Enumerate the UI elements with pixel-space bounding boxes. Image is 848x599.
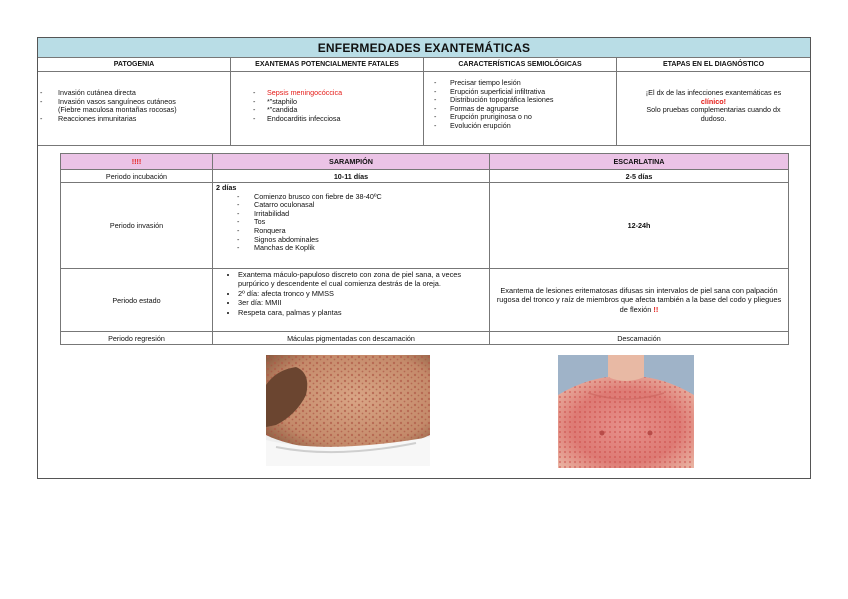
summary-body-row — [38, 72, 810, 146]
list-item: - Invasión vasos sanguíneos cutáneos — [40, 96, 176, 106]
list-item: - Sepsis meningocóccica — [253, 88, 343, 97]
incubacion-sarampion: 10-11 días — [213, 170, 490, 183]
list-item: - Comienzo brusco con fiebre de 38-40ºC — [237, 191, 382, 201]
list-item: - Endocarditis infecciosa — [253, 113, 341, 123]
invasion-escarlatina: 12-24h — [490, 183, 789, 269]
escarlatina-chest-photo — [558, 355, 694, 468]
diagnostico-clinico: clínico! — [700, 96, 727, 106]
fatales-list — [253, 88, 423, 123]
diagnostico-line-3: dudoso. — [700, 113, 727, 123]
row-label-estado: Periodo estado — [61, 269, 213, 332]
list-item: • Respeta cara, palmas y plantas — [238, 308, 486, 317]
table-row — [61, 269, 789, 332]
table-row — [61, 183, 789, 269]
list-item: - Catarro oculonasal — [237, 200, 315, 210]
table-header-sarampion: SARAMPIÓN — [213, 154, 490, 170]
header-caracteristicas: CARACTERÍSTICAS SEMIOLÓGICAS — [424, 58, 617, 71]
list-item: - Reacciones inmunitarias — [40, 113, 137, 123]
list-item: - Precisar tiempo lesión — [434, 78, 521, 87]
sarampion-back-photo — [266, 355, 430, 466]
page-title: ENFERMEDADES EXANTEMÁTICAS — [38, 38, 810, 58]
comparison-table — [60, 153, 789, 345]
list-item: - Tos — [237, 217, 266, 227]
list-item: • 3er día: MMII — [238, 298, 486, 307]
diagnostico-cell — [617, 72, 810, 145]
list-item: - Manchas de Koplik — [237, 243, 315, 253]
semiologicas-list — [434, 78, 616, 131]
list-item: - Erupción pruriginosa o no — [434, 112, 532, 122]
list-item: - Evolución erupción — [434, 120, 511, 130]
list-item: - Irritabilidad — [237, 208, 290, 218]
regresion-escarlatina: Descamación — [490, 332, 789, 345]
list-item: - Ronquera — [237, 225, 286, 235]
list-item: - Invasión cutánea directa — [40, 88, 136, 97]
header-exantemas-fatales: EXANTEMAS POTENCIALMENTE FATALES — [231, 58, 424, 71]
estado-escarlatina-text: Exantema de lesiones eritematosas difusas sin intervalos de piel sana con palpación rugosa del tronco y raíz de miembros que afecta también a la base del codo y pliegues de flexión — [496, 285, 782, 314]
invasion-duration: 2 días — [216, 183, 237, 192]
row-label-invasion: Periodo invasión — [61, 183, 213, 269]
list-item: - Erupción superficial infiltrativa — [434, 86, 546, 96]
list-item: - *”staphilo — [253, 96, 297, 106]
header-patogenia: PATOGENIA — [38, 58, 231, 71]
estado-list — [216, 270, 486, 317]
estado-escarlatina-mark: !! — [653, 304, 659, 314]
list-item: • Exantema máculo-papuloso discreto con zona de piel sana, a veces purpúrico y descendente el cual comienza destrás de la oreja. — [238, 270, 486, 289]
list-item: - Signos abdominales — [237, 234, 319, 244]
row-label-regresion: Periodo regresión — [61, 332, 213, 345]
list-item: - Distribución topográfica lesiones — [434, 95, 554, 105]
table-header-escarlatina: ESCARLATINA — [490, 154, 789, 170]
diagnostico-line-1: ¡El dx de las infecciones exantemáticas es — [645, 88, 782, 97]
patogenia-list — [40, 88, 230, 123]
list-item: - *”candida — [253, 105, 298, 115]
summary-header-row — [38, 58, 810, 72]
list-item: - Formas de agruparse — [434, 103, 519, 113]
patogenia-cell — [38, 72, 231, 145]
header-etapas: ETAPAS EN EL DIAGNÓSTICO — [662, 61, 765, 68]
regresion-sarampion: Máculas pigmentadas con descamación — [213, 332, 490, 345]
incubacion-escarlatina: 2-5 días — [490, 170, 789, 183]
table-header-alert: !!!! — [61, 154, 213, 170]
table-header-row — [61, 154, 789, 170]
fatales-cell — [231, 72, 424, 145]
invasion-sarampion — [213, 183, 490, 269]
table-row — [61, 170, 789, 183]
list-item: (Fiebre maculosa montañas rocosas) — [58, 105, 177, 115]
estado-escarlatina — [490, 269, 789, 332]
invasion-symptom-list — [216, 193, 486, 253]
list-item: • 2º día: afecta tronco y MMSS — [238, 289, 486, 298]
semiologicas-cell — [424, 72, 617, 145]
estado-sarampion — [213, 269, 490, 332]
row-label-incubacion: Periodo incubación — [61, 170, 213, 183]
table-row — [61, 332, 789, 345]
diagnostico-line-2: Solo pruebas complementarias cuando dx — [646, 105, 781, 115]
